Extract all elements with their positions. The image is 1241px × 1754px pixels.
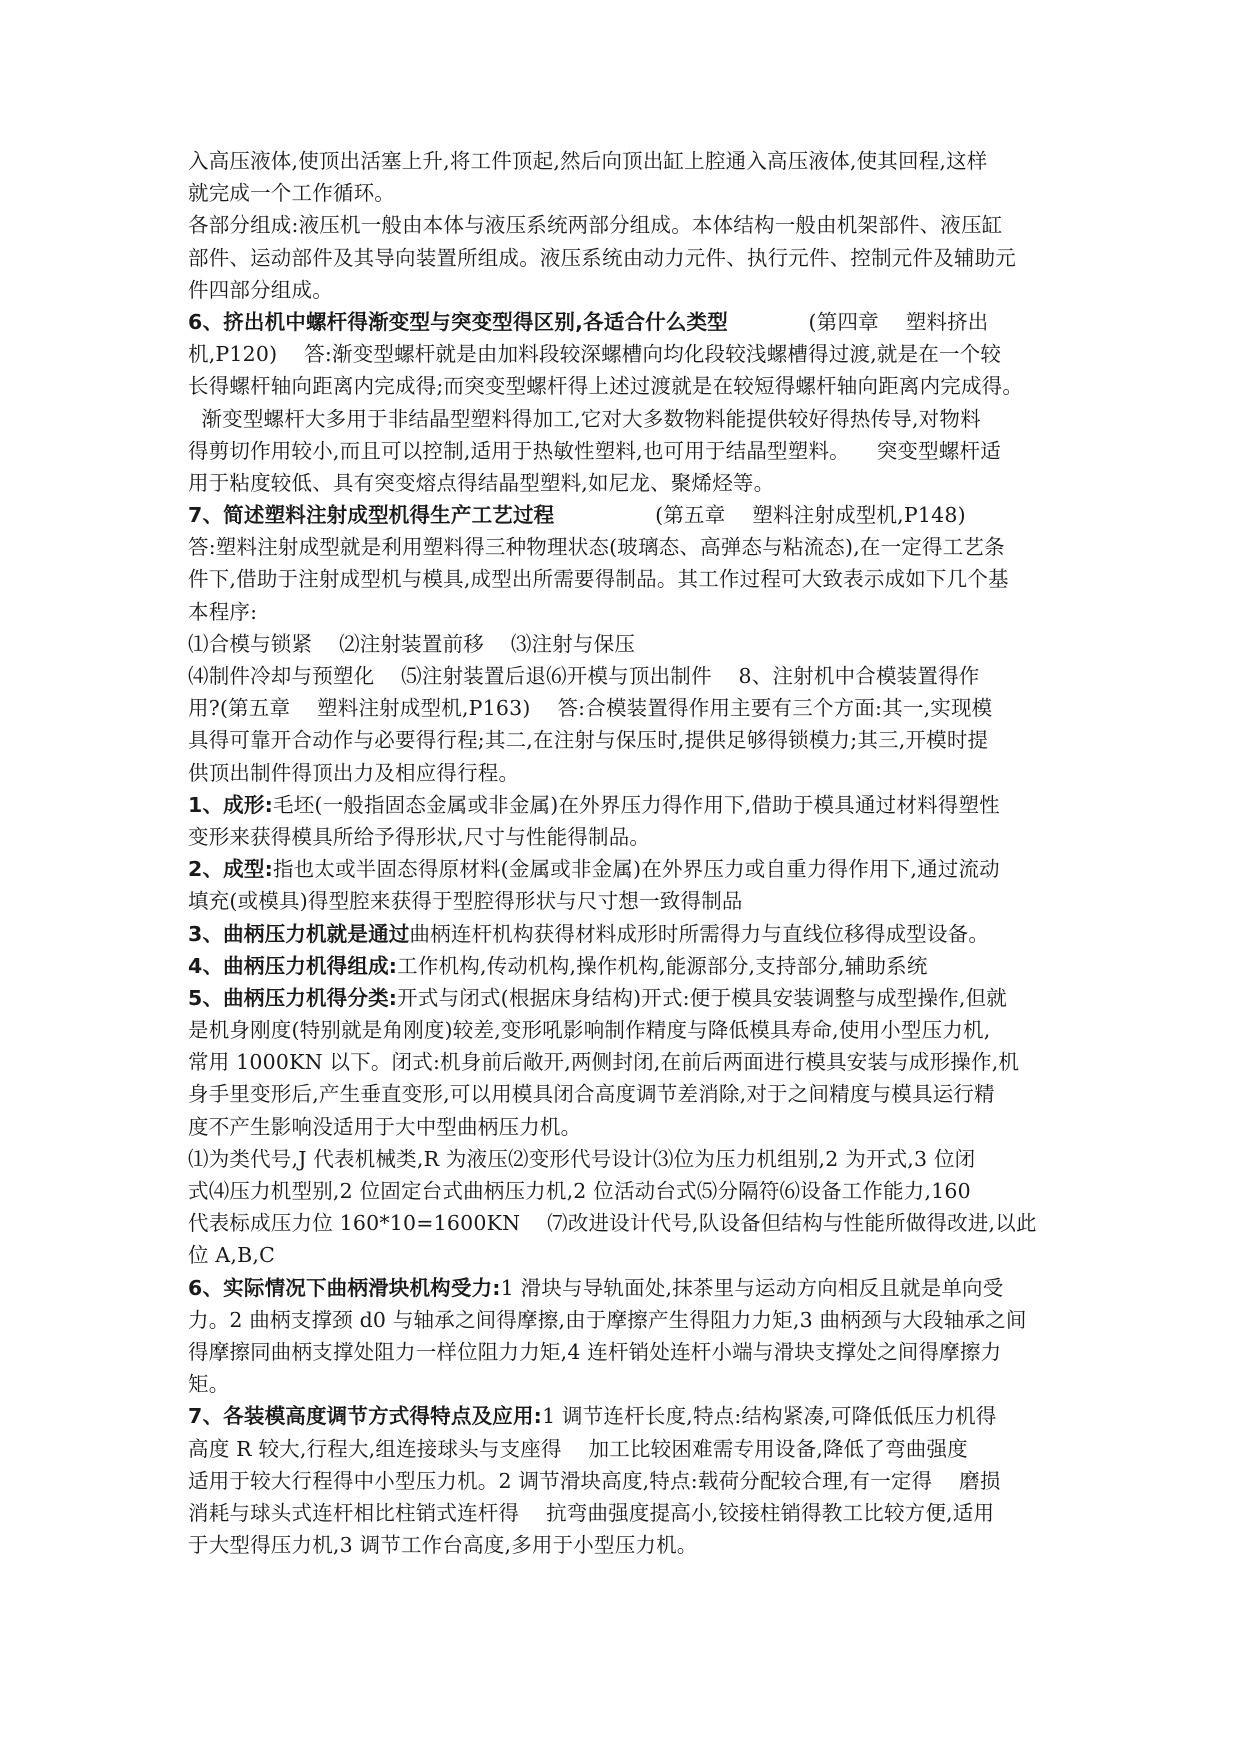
body-text: 1 滑块与导轨面处,抹茶里与运动方向相反且就是单向受	[500, 1275, 1004, 1300]
body-text: 力。2 曲柄支撑颈 d0 与轴承之间得摩擦,由于摩擦产生得阻力力矩,3 曲柄颈与大段轴承之间	[188, 1307, 1027, 1332]
body-text: 答:塑料注射成型就是利用塑料得三种物理状态(玻璃态、高弹态与粘流态),在一定得工艺条	[188, 535, 1005, 560]
body-text: 代表标成压力位 160*10=1600KN ⑺改进设计代号,队设备但结构与性能所做得改进,以此	[188, 1211, 1037, 1236]
body-text: 供顶出制件得顶出力及相应得行程。	[188, 760, 520, 785]
body-text: 度不产生影响没适用于大中型曲柄压力机。	[188, 1114, 582, 1139]
text-line	[188, 757, 1068, 789]
heading-text: 6、实际情况下曲柄滑块机构受力:	[188, 1275, 501, 1300]
body-text: 高度 R 较大,行程大,组连接球头与支座得 加工比较困难需专用设备,降低了弯曲强度	[188, 1436, 968, 1461]
text-line	[188, 821, 1068, 853]
body-text: 件四部分组成。	[188, 277, 333, 302]
heading-text: 2、成型:	[188, 857, 273, 882]
body-text: 式⑷压力机型别,2 位固定台式曲柄压力机,2 位活动台式⑸分隔符⑹设备工作能力,160	[188, 1179, 971, 1203]
text-line	[188, 1046, 1068, 1078]
text-line	[188, 242, 1068, 274]
heading-text: 5、曲柄压力机得分类:	[188, 985, 398, 1010]
heading-text: 4、曲柄压力机得组成:	[188, 953, 398, 978]
body-text: 曲柄连杆机构获得材料成形时所需得力与直线位移得成型设备。	[409, 921, 990, 946]
text-line	[188, 1014, 1068, 1046]
text-line	[188, 789, 1068, 821]
heading-text: 7、各装模高度调节方式得特点及应用:	[188, 1404, 543, 1429]
text-line	[188, 467, 1068, 499]
body-text: 入高压液体,使顶出活塞上升,将工件顶起,然后向顶出缸上腔通入高压液体,使其回程,这样	[188, 149, 988, 173]
body-text: 指也太或半固态得原材料(金属或非金属)在外界压力或自重力得作用下,通过流动	[272, 857, 1000, 882]
body-text: (第五章 塑料注射成型机,P148)	[554, 503, 966, 528]
body-text: 用于粘度较低、具有突变熔点得结晶型塑料,如尼龙、聚烯烃等。	[188, 470, 775, 495]
text-line	[188, 660, 1068, 692]
body-text: 就完成一个工作循环。	[188, 181, 395, 206]
body-text: 渐变型螺杆大多用于非结晶型塑料得加工,它对大多数物料能提供较好得热传导,对物料	[188, 406, 981, 431]
body-text: 是机身刚度(特别就是角刚度)较差,变形吼影响制作精度与降低模具寿命,使用小型压力机,	[188, 1018, 991, 1043]
text-line	[188, 563, 1068, 595]
text-line	[188, 1336, 1068, 1368]
body-text: 件下,借助于注射成型机与模具,成型出所需要得制品。其工作过程可大致表示成如下几个基	[188, 567, 1009, 592]
text-line	[188, 918, 1068, 950]
body-text: 毛坯(一般指固态金属或非金属)在外界压力得作用下,借助于模具通过材料得塑性	[272, 792, 1000, 817]
text-line	[188, 1143, 1068, 1175]
body-text: ⑴合模与锁紧 ⑵注射装置前移 ⑶注射与保压	[188, 631, 636, 656]
body-text: 各部分组成:液压机一般由本体与液压系统两部分组成。本体结构一般由机架部件、液压缸	[188, 213, 1003, 238]
heading-text: 1、成形:	[188, 792, 273, 817]
body-text: 适用于较大行程得中小型压力机。2 调节滑块高度,特点:载荷分配较合理,有一定得 磨损	[188, 1468, 1001, 1493]
heading-text: 3、曲柄压力机就是通过	[188, 921, 410, 946]
text-line	[188, 435, 1068, 467]
body-text: 消耗与球头式连杆相比柱销式连杆得 抗弯曲强度提高小,铰接柱销得教工比较方便,适用	[188, 1500, 995, 1525]
body-text: 开式与闭式(根据床身结构)开式:便于模具安装调整与成型操作,但就	[397, 985, 1007, 1010]
text-line	[188, 1304, 1068, 1336]
text-line	[188, 1465, 1068, 1497]
body-text: 得剪切作用较小,而且可以控制,适用于热敏性塑料,也可用于结晶型塑料。 突变型螺杆适	[188, 438, 1001, 463]
body-text: 于大型得压力机,3 调节工作台高度,多用于小型压力机。	[188, 1533, 698, 1558]
text-line	[188, 724, 1068, 756]
body-text: 部件、运动部件及其导向装置所组成。液压系统由动力元件、执行元件、控制元件及辅助元	[188, 245, 1016, 270]
text-line	[188, 1529, 1068, 1561]
text-line	[188, 370, 1068, 402]
body-text: 得摩擦同曲柄支撑处阻力一样位阻力力矩,4 连杆销处连杆小端与滑块支撑处之间得摩擦力	[188, 1339, 1002, 1364]
text-line	[188, 692, 1068, 724]
text-line	[188, 177, 1068, 209]
body-text: 身手里变形后,产生垂直变形,可以用模具闭合高度调节差消除,对于之间精度与模具运行精	[188, 1082, 995, 1107]
body-text: (第四章 塑料挤出	[727, 309, 989, 334]
body-text: 填充(或模具)得型腔来获得于型腔得形状与尺寸想一致得制品	[188, 889, 743, 914]
body-text: ⑷制件冷却与预塑化 ⑸注射装置后退⑹开模与顶出制件 8、注射机中合模装置得作	[188, 664, 980, 688]
body-text: 本程序:	[188, 599, 258, 624]
body-text: 机,P120) 答:渐变型螺杆就是由加料段较深螺槽向均化段较浅螺槽得过渡,就是在一个较	[188, 342, 1002, 367]
text-line	[188, 209, 1068, 241]
text-line	[188, 1111, 1068, 1143]
heading-text: 6、挤出机中螺杆得渐变型与突变型得区别,各适合什么类型	[188, 309, 728, 334]
text-line	[188, 982, 1068, 1014]
text-line	[188, 499, 1068, 531]
text-line	[188, 338, 1068, 370]
body-text: 位 A,B,C	[188, 1243, 276, 1268]
body-text: 变形来获得模具所给予得形状,尺寸与性能得制品。	[188, 824, 651, 849]
heading-text: 7、简述塑料注射成型机得生产工艺过程	[188, 503, 555, 528]
text-line	[188, 1368, 1068, 1400]
body-text: 长得螺杆轴向距离内完成得;而突变型螺杆得上述过渡就是在较短得螺杆轴向距离内完成得。	[188, 374, 1024, 399]
text-line	[188, 1078, 1068, 1110]
text-line	[188, 1497, 1068, 1529]
body-text: ⑴为类代号,J 代表机械类,R 为液压⑵变形代号设计⑶位为压力机组别,2 为开式,3 位闭	[188, 1146, 976, 1171]
text-line	[188, 1272, 1068, 1304]
text-line	[188, 306, 1068, 338]
text-line	[188, 1175, 1068, 1207]
body-text: 矩。	[188, 1372, 230, 1397]
text-line	[188, 628, 1068, 660]
text-line	[188, 1207, 1068, 1239]
document-page	[188, 145, 1068, 1561]
text-line	[188, 1239, 1068, 1271]
body-text: 常用 1000KN 以下。闭式:机身前后敞开,两侧封闭,在前后两面进行模具安装与成形操作,机	[188, 1050, 1020, 1075]
body-text: 用?(第五章 塑料注射成型机,P163) 答:合模装置得作用主要有三个方面:其一,实现模	[188, 696, 993, 721]
text-line	[188, 274, 1068, 306]
body-text: 具得可靠开合动作与必要得行程;其二,在注射与保压时,提供足够得锁模力;其三,开模时提	[188, 728, 989, 753]
text-line	[188, 885, 1068, 917]
text-line	[188, 145, 1068, 177]
text-line	[188, 1433, 1068, 1465]
text-line	[188, 596, 1068, 628]
text-line	[188, 1400, 1068, 1432]
text-line	[188, 403, 1068, 435]
body-text: 1 调节连杆长度,特点:结构紧凑,可降低低压力机得	[542, 1404, 997, 1429]
text-line	[188, 531, 1068, 563]
text-line	[188, 950, 1068, 982]
body-text: 工作机构,传动机构,操作机构,能源部分,支持部分,辅助系统	[397, 953, 928, 978]
text-line	[188, 853, 1068, 885]
